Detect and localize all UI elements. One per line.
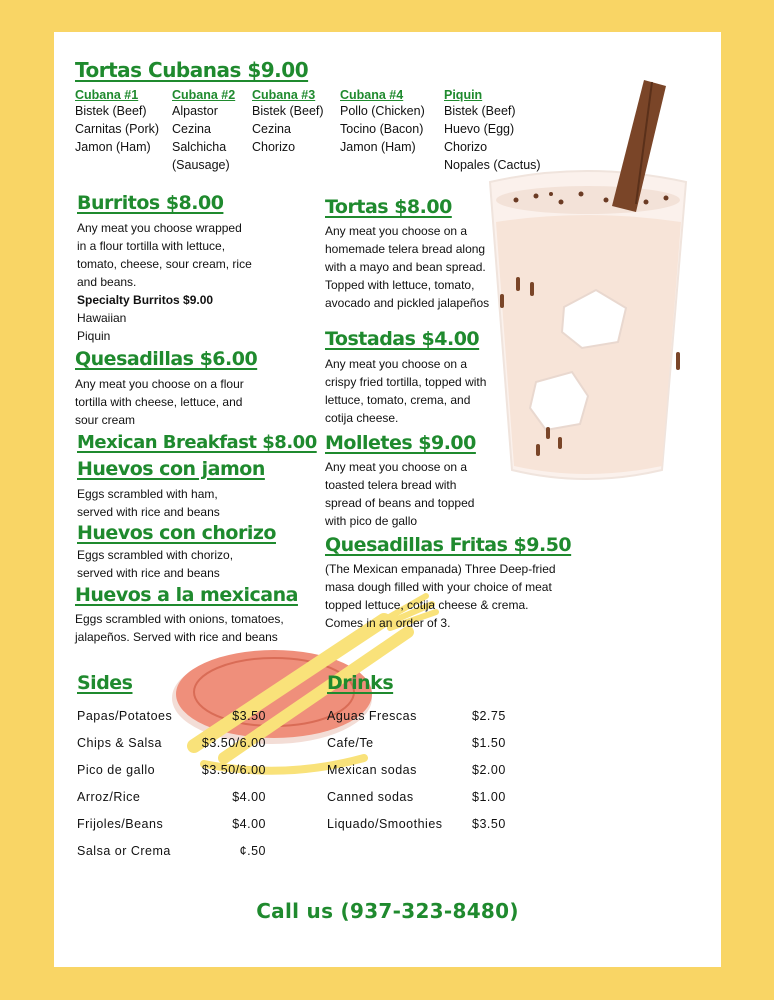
menu-item: Bistek (Beef): [252, 104, 324, 118]
item-price: $3.50/6.00: [201, 736, 266, 750]
list-item: Salsa or Crema: [77, 844, 171, 858]
cubana-2-column: [172, 88, 235, 174]
item-price: $2.00: [472, 763, 506, 777]
piquin-column: [444, 88, 541, 174]
cubana-3-heading: Cubana #3: [252, 88, 316, 102]
cubana-2-heading: Cubana #2: [172, 88, 236, 102]
item-price: $2.75: [472, 709, 506, 723]
cubana-4-column: [340, 88, 425, 156]
menu-item: Huevo (Egg): [444, 122, 515, 136]
quesadillas-fritas-description: (The Mexican empanada) Three Deep-fried masa dough filled with your choice of meat topped lettuce, cotija cheese & crema. Comes in an order of 3.: [325, 562, 556, 630]
menu-item: Jamon (Ham): [340, 140, 416, 154]
item-price: $4.00: [232, 817, 266, 831]
list-item: Chips & Salsa: [77, 736, 163, 750]
mexican-breakfast-title: Mexican Breakfast $8.00: [77, 432, 317, 453]
menu-item: Chorizo: [252, 140, 296, 154]
menu-item: Cezina: [252, 122, 291, 136]
tortas-description: Any meat you choose on a homemade telera bread along with a mayo and bean spread. Topped with lettuce, tomato, avocado and pickled jalapeños: [325, 224, 490, 310]
item-price: $3.50/6.00: [201, 763, 266, 777]
list-item: Pico de gallo: [77, 763, 156, 777]
call-us-phone: Call us (937-323-8480): [256, 899, 519, 923]
menu-item: Alpastor: [172, 104, 218, 118]
specialty-burritos-heading: Specialty Burritos $9.00: [77, 293, 214, 307]
list-item: Cafe/Te: [327, 736, 374, 750]
drinks-title: Drinks: [327, 672, 394, 694]
molletes-title: Molletes $9.00: [325, 432, 476, 454]
list-item: Arroz/Rice: [77, 790, 141, 804]
item-price: $3.50: [472, 817, 506, 831]
item-price: $1.50: [472, 736, 506, 750]
list-item: Aguas Frescas: [327, 709, 417, 723]
menu-item: Pollo (Chicken): [340, 104, 425, 118]
menu-item: Hawaiian: [77, 311, 127, 325]
sides-title: Sides: [77, 672, 133, 694]
huevos-a-la-mexicana-description: Eggs scrambled with onions, tomatoes, jalapeños. Served with rice and beans: [75, 612, 284, 644]
molletes-description: Any meat you choose on a toasted telera bread with spread of beans and topped with pico de gallo: [325, 460, 475, 528]
list-item: Mexican sodas: [327, 763, 417, 777]
tortas-title: Tortas $8.00: [325, 196, 452, 218]
menu-item: Chorizo: [444, 140, 488, 154]
cubana-1-column: [75, 88, 159, 156]
menu-item: Bistek (Beef): [444, 104, 516, 118]
menu-item: (Sausage): [172, 158, 230, 172]
menu-item: Jamon (Ham): [75, 140, 151, 154]
cubana-1-heading: Cubana #1: [75, 88, 139, 102]
menu-item: Piquin: [77, 329, 111, 343]
menu-item: Bistek (Beef): [75, 104, 147, 118]
burritos-title: Burritos $8.00: [77, 192, 224, 214]
list-item: Canned sodas: [327, 790, 414, 804]
cubana-3-column: [252, 88, 324, 156]
menu-page: [54, 32, 721, 967]
burritos-description: Any meat you choose wrapped in a flour tortilla with lettuce, tomato, cheese, sour cream, rice and beans. Specialty Burritos $9.00 Hawaiian Piquin: [77, 221, 252, 343]
list-item: Frijoles/Beans: [77, 817, 164, 831]
quesadillas-fritas-title: Quesadillas Fritas $9.50: [325, 534, 572, 556]
quesadillas-description: Any meat you choose on a flour tortilla with cheese, lettuce, and sour cream: [75, 377, 244, 427]
menu-item: Tocino (Bacon): [340, 122, 424, 136]
huevos-con-chorizo-description: Eggs scrambled with chorizo, served with rice and beans: [77, 548, 234, 580]
tostadas-title: Tostadas $4.00: [325, 328, 480, 350]
list-item: Papas/Potatoes: [77, 709, 173, 723]
quesadillas-title: Quesadillas $6.00: [75, 348, 258, 370]
huevos-con-jamon-description: Eggs scrambled with ham, served with rice and beans: [77, 487, 220, 519]
tortas-cubanas-title: Tortas Cubanas $9.00: [75, 58, 309, 82]
list-item: Liquado/Smoothies: [327, 817, 443, 831]
menu-item: Salchicha: [172, 140, 227, 154]
menu-item: Nopales (Cactus): [444, 158, 541, 172]
huevos-a-la-mexicana-title: Huevos a la mexicana: [75, 584, 298, 606]
item-price: $1.00: [472, 790, 506, 804]
cubana-4-heading: Cubana #4: [340, 88, 404, 102]
item-price: $4.00: [232, 790, 266, 804]
menu-item: Carnitas (Pork): [75, 122, 160, 136]
item-price: $3.50: [232, 709, 266, 723]
piquin-heading: Piquin: [444, 88, 483, 102]
huevos-con-jamon-title: Huevos con jamon: [77, 458, 265, 480]
item-price: ¢.50: [239, 844, 266, 858]
huevos-con-chorizo-title: Huevos con chorizo: [77, 522, 276, 544]
tostadas-description: Any meat you choose on a crispy fried tortilla, topped with lettuce, tomato, crema, and cotija cheese.: [325, 357, 487, 425]
menu-item: Cezina: [172, 122, 211, 136]
